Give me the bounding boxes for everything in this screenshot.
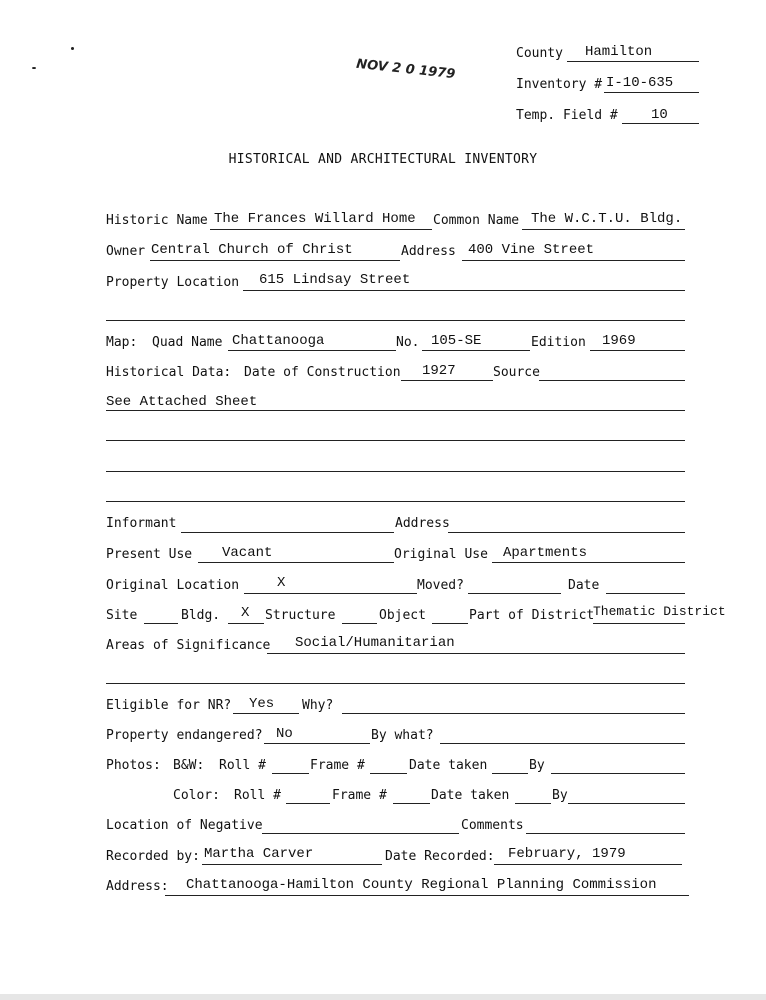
areas-of-significance-line [267, 653, 685, 654]
moved-line [468, 593, 561, 594]
property-location-label: Property Location [106, 275, 240, 290]
why-label: Why? [302, 698, 334, 713]
map-no-label: No. [396, 335, 420, 350]
color-frame-line [393, 803, 430, 804]
temp-field-value: 10 [651, 107, 668, 123]
owner-line [150, 260, 400, 261]
bw-roll-label: Roll # [219, 758, 266, 773]
bldg-label: Bldg. [181, 608, 221, 623]
endangered-line [264, 743, 370, 744]
eligible-line [233, 713, 299, 714]
informant-address-line [448, 532, 685, 533]
map-label: Map: [106, 335, 138, 350]
blank-line [106, 440, 685, 441]
scan-bottom-edge [0, 994, 766, 1000]
owner-address-line [462, 260, 685, 261]
form-title: HISTORICAL AND ARCHITECTURAL INVENTORY [228, 152, 538, 167]
property-location-value: 615 Lindsay Street [259, 272, 411, 288]
location-of-negative-label: Location of Negative [106, 818, 263, 833]
edition-value: 1969 [602, 333, 636, 349]
date-of-construction-label: Date of Construction [244, 365, 401, 380]
received-date-stamp: NOV 2 0 1979 [355, 56, 456, 83]
date-recorded-line [494, 864, 682, 865]
common-name-label: Common Name [433, 213, 520, 228]
recorded-by-value: Martha Carver [204, 846, 314, 862]
object-line [432, 623, 468, 624]
color-roll-label: Roll # [234, 788, 281, 803]
why-line [342, 713, 685, 714]
historical-notes-line [106, 410, 685, 411]
owner-address-value: 400 Vine Street [468, 242, 595, 258]
owner-address-label: Address [401, 244, 456, 259]
property-location-line [243, 290, 685, 291]
source-label: Source [493, 365, 540, 380]
color-roll-line [286, 803, 330, 804]
endangered-label: Property endangered? [106, 728, 263, 743]
historical-notes-value: See Attached Sheet [106, 394, 258, 410]
color-date-taken-line [515, 803, 551, 804]
source-line [539, 380, 685, 381]
bw-by-line [551, 773, 685, 774]
county-field-line [567, 61, 699, 62]
recorder-address-value: Chattanooga-Hamilton County Regional Planning Commission [186, 877, 657, 893]
structure-label: Structure [265, 608, 336, 623]
date-of-construction-line [401, 380, 493, 381]
site-label: Site [106, 608, 138, 623]
color-date-taken-label: Date taken [431, 788, 510, 803]
date-of-construction-value: 1927 [422, 363, 456, 379]
present-use-value: Vacant [222, 545, 273, 561]
moved-date-label: Date [568, 578, 600, 593]
by-what-line [440, 743, 685, 744]
original-location-value: X [277, 575, 286, 591]
bw-frame-label: Frame # [310, 758, 365, 773]
quad-name-value: Chattanooga [232, 333, 325, 349]
eligible-value: Yes [249, 696, 275, 712]
speck-mark [71, 47, 74, 50]
recorded-by-line [202, 864, 382, 865]
bw-date-taken-line [492, 773, 528, 774]
moved-date-line [606, 593, 685, 594]
owner-value: Central Church of Christ [151, 242, 353, 258]
inventory-label: Inventory # [516, 77, 603, 92]
blank-line [106, 320, 685, 321]
eligible-label: Eligible for NR? [106, 698, 232, 713]
edition-line [590, 350, 685, 351]
color-frame-label: Frame # [332, 788, 387, 803]
object-label: Object [379, 608, 426, 623]
county-label: County [516, 46, 563, 61]
informant-address-label: Address [395, 516, 450, 531]
quad-name-line [228, 350, 396, 351]
recorded-by-label: Recorded by: [106, 849, 200, 864]
comments-line [526, 833, 685, 834]
structure-line [342, 623, 377, 624]
quad-name-label: Quad Name [152, 335, 223, 350]
part-of-district-label: Part of District [469, 608, 595, 623]
original-location-line [244, 593, 417, 594]
informant-label: Informant [106, 516, 177, 531]
recorder-address-line [165, 895, 689, 896]
blank-line [106, 501, 685, 502]
present-use-label: Present Use [106, 547, 193, 562]
original-use-value: Apartments [503, 545, 588, 561]
areas-of-significance-value: Social/Humanitarian [295, 635, 455, 651]
endangered-value: No [276, 726, 293, 742]
temp-field-line [622, 123, 699, 124]
common-name-line [522, 229, 685, 230]
map-no-line [422, 350, 530, 351]
edition-label: Edition [531, 335, 586, 350]
by-what-label: By what? [371, 728, 434, 743]
bw-by-label: By [529, 758, 545, 773]
location-of-negative-line [262, 833, 459, 834]
present-use-line [198, 562, 394, 563]
photos-label: Photos: [106, 758, 161, 773]
historic-name-value: The Frances Willard Home [214, 211, 416, 227]
recorder-address-label: Address: [106, 879, 169, 894]
original-location-label: Original Location [106, 578, 240, 593]
bw-label: B&W: [173, 758, 205, 773]
historic-name-label: Historic Name [106, 213, 208, 228]
original-use-line [492, 562, 685, 563]
date-recorded-value: February, 1979 [508, 846, 626, 862]
part-of-district-line [593, 623, 685, 624]
color-by-line [568, 803, 685, 804]
color-by-label: By [552, 788, 568, 803]
bldg-value: X [241, 605, 250, 621]
owner-label: Owner [106, 244, 146, 259]
inventory-field-line [604, 92, 699, 93]
historical-data-label: Historical Data: [106, 365, 232, 380]
blank-line [106, 683, 685, 684]
bw-frame-line [370, 773, 407, 774]
informant-line [181, 532, 394, 533]
blank-line [106, 471, 685, 472]
speck-mark [32, 67, 36, 69]
date-recorded-label: Date Recorded: [385, 849, 495, 864]
map-no-value: 105-SE [431, 333, 482, 349]
original-use-label: Original Use [394, 547, 488, 562]
historic-name-line [210, 229, 432, 230]
color-label: Color: [173, 788, 220, 803]
part-of-district-value: Thematic District [593, 604, 726, 619]
areas-of-significance-label: Areas of Significance [106, 638, 271, 653]
site-line [144, 623, 178, 624]
common-name-value: The W.C.T.U. Bldg. [531, 211, 683, 227]
county-value: Hamilton [585, 44, 653, 60]
bw-roll-line [272, 773, 309, 774]
temp-field-label: Temp. Field # [516, 108, 618, 123]
bw-date-taken-label: Date taken [409, 758, 488, 773]
inventory-value: I-10-635 [606, 75, 674, 91]
moved-label: Moved? [417, 578, 464, 593]
bldg-line [228, 623, 264, 624]
comments-label: Comments [461, 818, 524, 833]
